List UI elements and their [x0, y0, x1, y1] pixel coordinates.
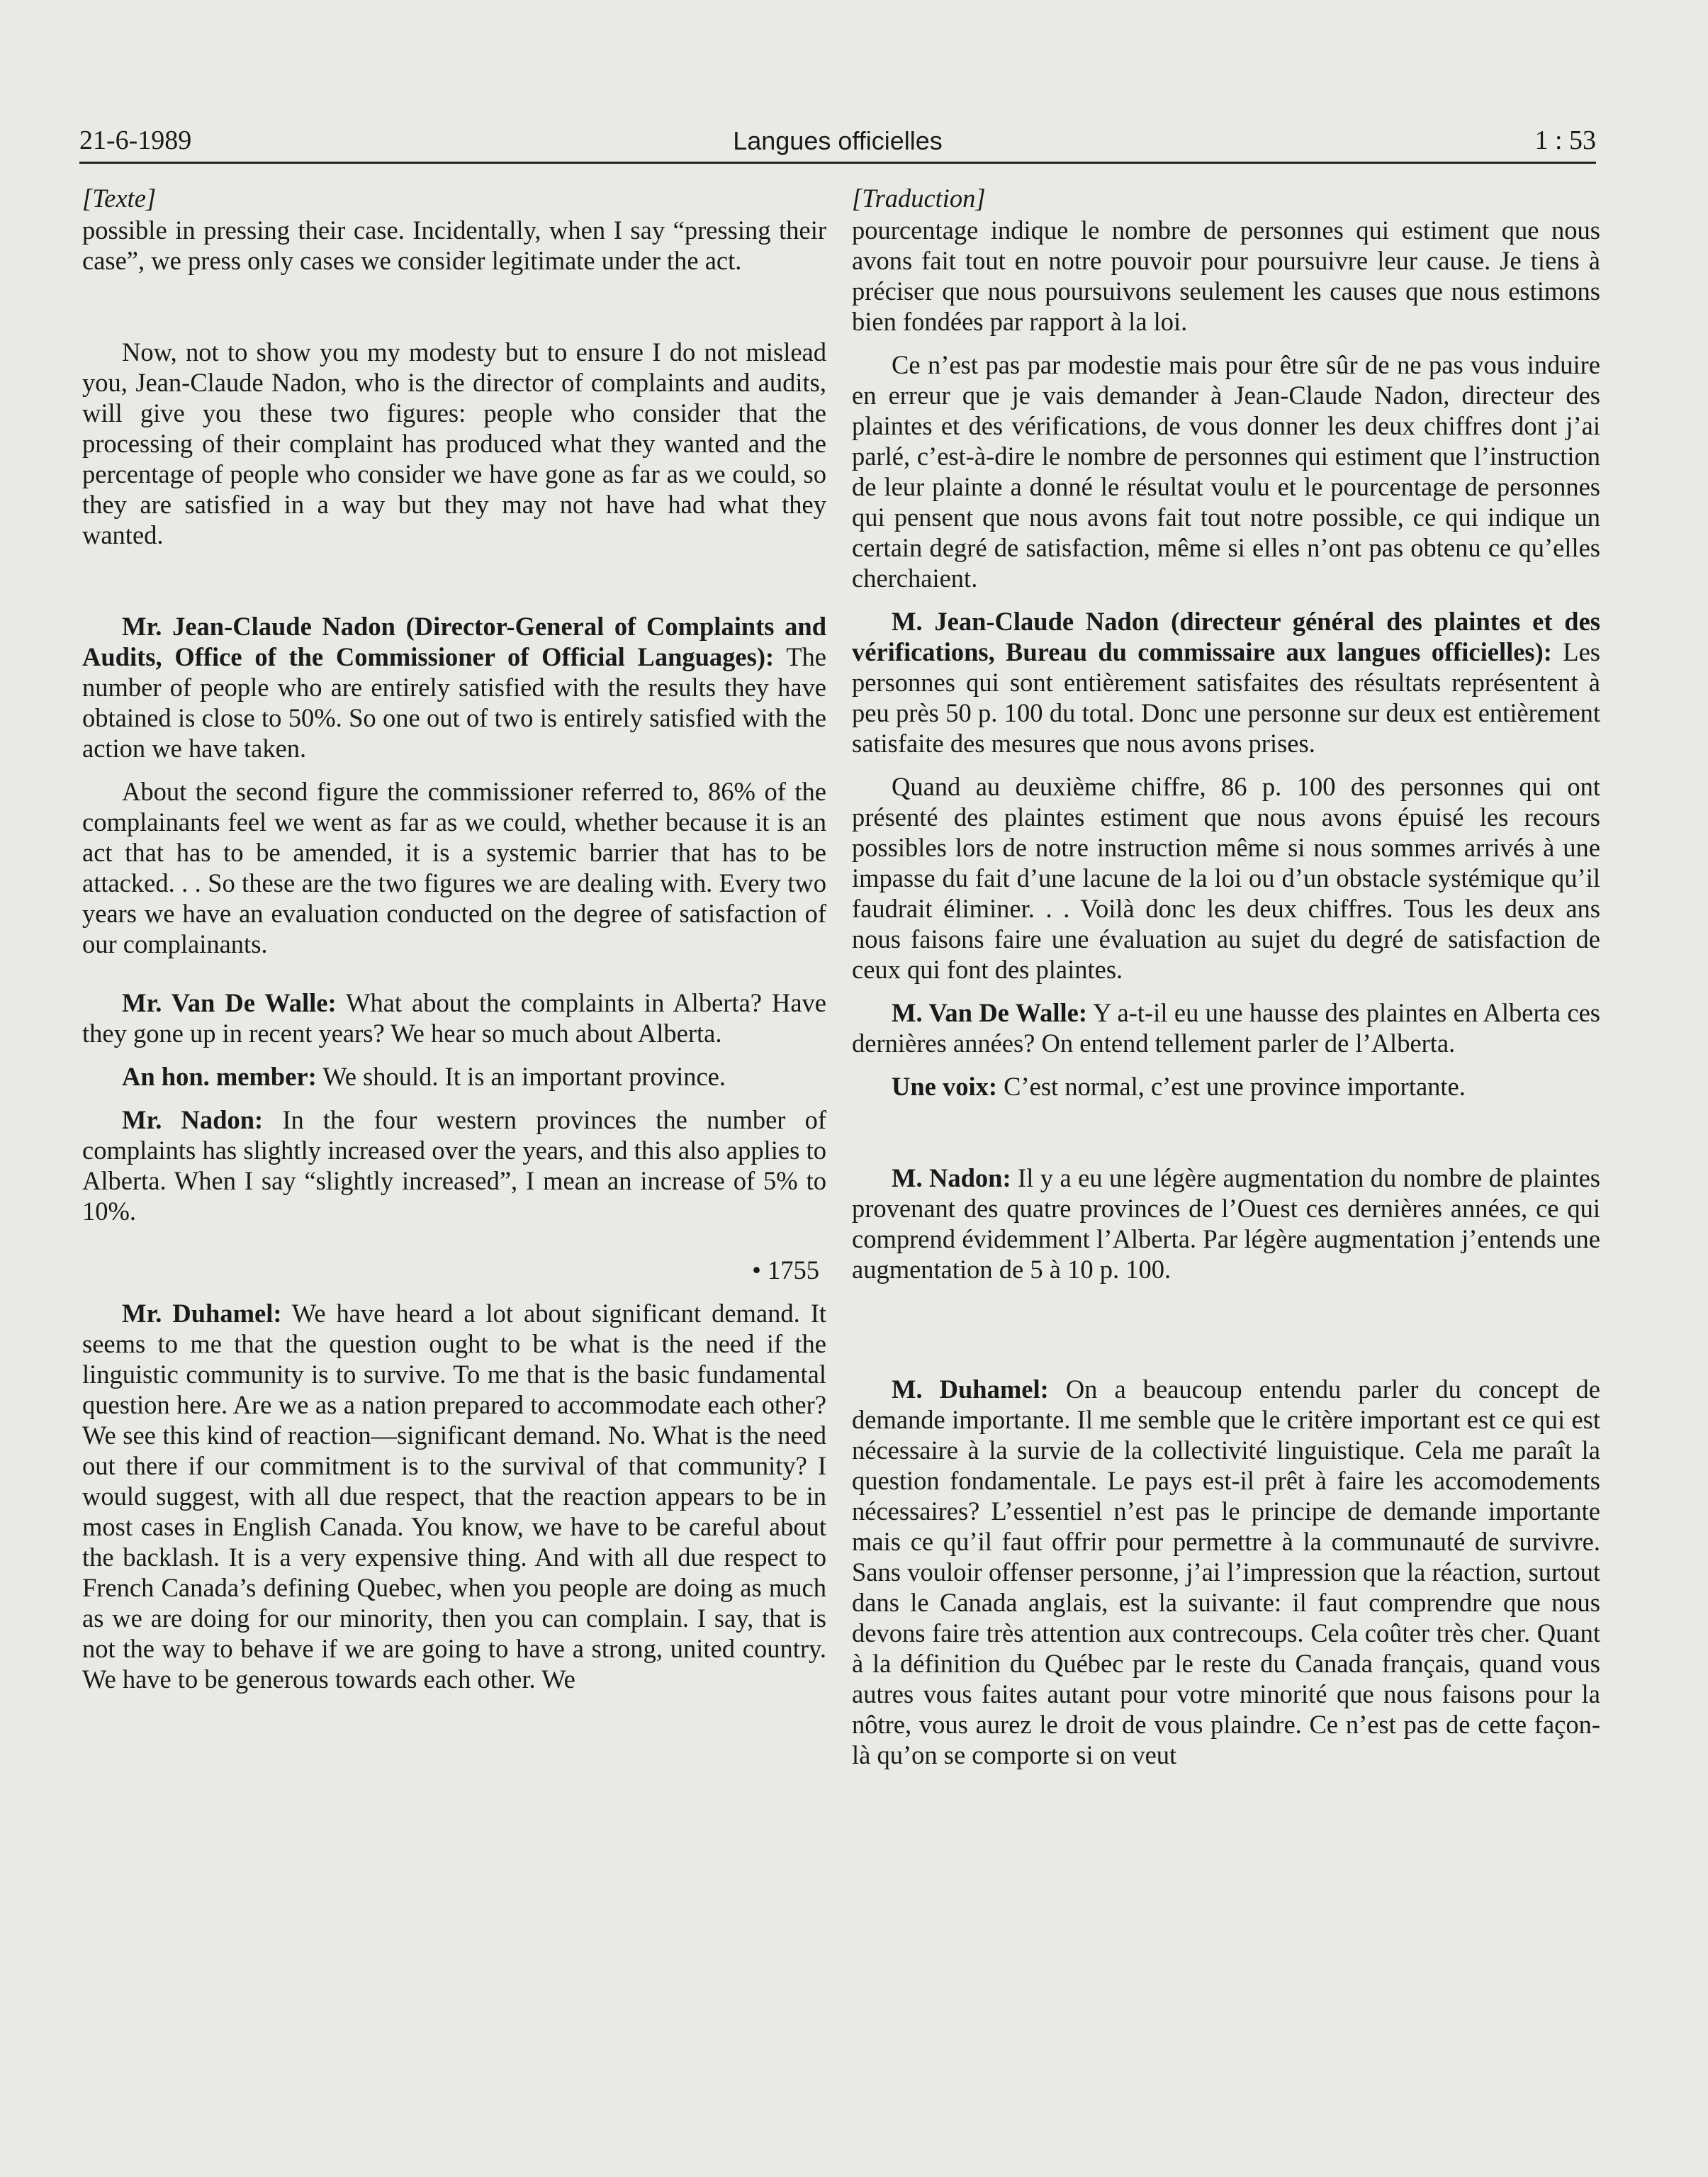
english-column — [82, 183, 826, 1694]
speaker-name: M. Jean-Claude Nadon (directeur général des plaintes et des vérifications, Bureau du commissaire aux langues officielles): — [852, 607, 1600, 666]
speech-text: In the four western provinces the number of complaints has slightly increased over the years, and this also applies to Alberta. When I say “slightly increased”, I mean an increase of 5% to 10%. — [82, 1105, 826, 1226]
speech-text: C’est normal, c’est une province importante. — [997, 1072, 1466, 1101]
speech-paragraph — [852, 1374, 1600, 1770]
paragraph: Ce n’est pas par modestie mais pour être sûr de ne pas vous induire en erreur que je vais demander à Jean-Claude Nadon, directeur des plaintes et des vérifications, de vous donner les deux chiffres dont j’ai parlé, c’est-à-dire le nombre de personnes qui estiment que l’instruction de leur plainte a donné le résultat voulu et le pourcentage de personnes qui pensent que nous avons fait tout notre possible, ce qui indique un certain degré de satisfaction, même si elles n’ont pas obtenu ce qu’elles cherchaient. — [852, 350, 1600, 593]
speech-text: Les personnes qui sont entièrement satisfaites des résultats représentent à peu près 50 p. 100 du total. Donc une personne sur deux est entièrement satisfaite des mesures que nous avons prises. — [852, 637, 1600, 758]
speaker-name: An hon. member: — [122, 1062, 317, 1091]
speech-text: What about the complaints in Alberta? Have they gone up in recent years? We hear so much about Alberta. — [82, 988, 826, 1048]
speech-paragraph — [82, 1104, 826, 1226]
speaker-name: Une voix: — [892, 1072, 998, 1101]
speech-paragraph — [82, 611, 826, 763]
header-page-number: 1 : 53 — [1534, 125, 1596, 155]
header-title: Langues officielles — [733, 126, 943, 155]
speaker-name: Mr. Van De Walle: — [122, 988, 337, 1017]
speaker-name: M. Nadon: — [892, 1163, 1011, 1192]
french-column — [852, 183, 1600, 1770]
text-marker: [Texte] — [82, 184, 157, 213]
translation-marker: [Traduction] — [852, 184, 986, 213]
speech-text: Il y a eu une légère augmentation du nombre de plaintes provenant des quatre provinces de l’Ouest ces dernières années, ce qui comprend évidemment l’Alberta. Par légère augmentation j’entends une augmentation de 5 à 10 p. 100. — [852, 1163, 1600, 1284]
speech-paragraph — [852, 1163, 1600, 1285]
paragraph: About the second figure the commissioner referred to, 86% of the complainants feel we went as far as we could, whether because it is an act that has to be amended, it is a systemic barrier that has to be attacked. . . So these are the two figures we are dealing with. Every two years we have an evaluation conducted on the degree of satisfaction of our complainants. — [82, 777, 826, 958]
speech-paragraph — [852, 997, 1600, 1058]
speaker-name: Mr. Nadon: — [122, 1105, 264, 1134]
speaker-name: Mr. Duhamel: — [122, 1299, 282, 1328]
speech-paragraph — [852, 606, 1600, 759]
page-header — [79, 119, 1596, 164]
speech-text: On a beaucoup entendu parler du concept de demande importante. Il me semble que le critère important est ce qui est nécessaire à la survie de la collectivité linguistique. Cela me paraît la question fondamentale. Le pays est-il prêt à faire les accomodements nécessaires? L’essentiel n’est pas le principe de demande importante mais ce qu’il faut offrir pour permettre à la communauté de survivre. Sans vouloir offenser personne, j’ai l’impression que la réaction, surtout dans le Canada anglais, est la suivante: il faut comprendre que nous devons faire très attention aux contrecoups. Cela coûter très cher. Quant à la définition du Québec par le reste du Canada français, quand vous autres vous faites autant pour votre minorité que nous faisons pour la nôtre, vous aurez le droit de vous plaindre. Ce n’est pas de cette façon-là qu’on se comporte si on veut — [852, 1375, 1600, 1769]
speech-paragraph — [82, 1061, 826, 1092]
speech-text: The number of people who are entirely satisfied with the results they have obtained is close to 50%. So one out of two is entirely satisfied with the action we have taken. — [82, 642, 826, 763]
paragraph: Quand au deuxième chiffre, 86 p. 100 des personnes qui ont présenté des plaintes estiment que nous avons épuisé les recours possibles lors de notre instruction même si nous sommes arrivés à une impasse du fait d’une lacune de la loi ou d’un obstacle systémique qu’il faudrait éliminer. . . Voilà donc les deux chiffres. Tous les deux ans nous faisons faire une évaluation au sujet du degré de satisfaction de ceux qui font des plaintes. — [852, 772, 1600, 984]
speech-text: We have heard a lot about significant demand. It seems to me that the question ought to be what is the need if the linguistic community is to survive. To me that is the basic fundamental question here. Are we as a nation prepared to accommodate each other? We see this kind of reaction—significant demand. No. What is the need out there if our commitment is to the survival of that community? I would suggest, with all due respect, that the reaction appears to be in most cases in English Canada. You know, we have to be careful about the backlash. It is a very expensive thing. And with all due respect to French Canada’s defining Quebec, when you people are doing as much as we are doing for our minority, then you can complain. I say, that is not the way to behave if we are going to have a strong, united country. We have to be generous towards each other. We — [82, 1299, 826, 1694]
paragraph: pourcentage indique le nombre de personnes qui estiment que nous avons fait tout en notre pouvoir pour poursuivre leur cause. Je tiens à préciser que nous poursuivons seulement les causes que nous estimons bien fondées par rapport à la loi. — [852, 216, 1600, 336]
speaker-name: M. Duhamel: — [892, 1375, 1049, 1404]
speaker-name: M. Van De Walle: — [892, 998, 1088, 1027]
time-marker: • 1755 — [752, 1255, 819, 1285]
speech-text: Y a-t-il eu une hausse des plaintes en Alberta ces dernières années? On entend tellement parler de l’Alberta. — [852, 998, 1601, 1058]
speaker-name: Mr. Jean-Claude Nadon (Director-General of Complaints and Audits, Office of the Commissioner of Official Languages): — [82, 612, 826, 671]
speech-paragraph — [852, 1071, 1600, 1102]
speech-paragraph — [82, 987, 826, 1048]
speech-text: We should. It is an important province. — [316, 1062, 726, 1091]
paragraph: Now, not to show you my modesty but to ensure I do not mislead you, Jean-Claude Nadon, who is the director of complaints and audits, will give you these two figures: people who consider that the processing of their complaint has produced what they wanted and the percentage of people who consider we have gone as far as we could, so they are satisfied in a way but they may not have had what they wanted. — [82, 337, 826, 549]
speech-paragraph — [82, 1298, 826, 1694]
header-date: 21-6-1989 — [79, 125, 192, 155]
paragraph: possible in pressing their case. Incidentally, when I say “pressing their case”, we press only cases we consider legitimate under the act. — [82, 216, 826, 275]
